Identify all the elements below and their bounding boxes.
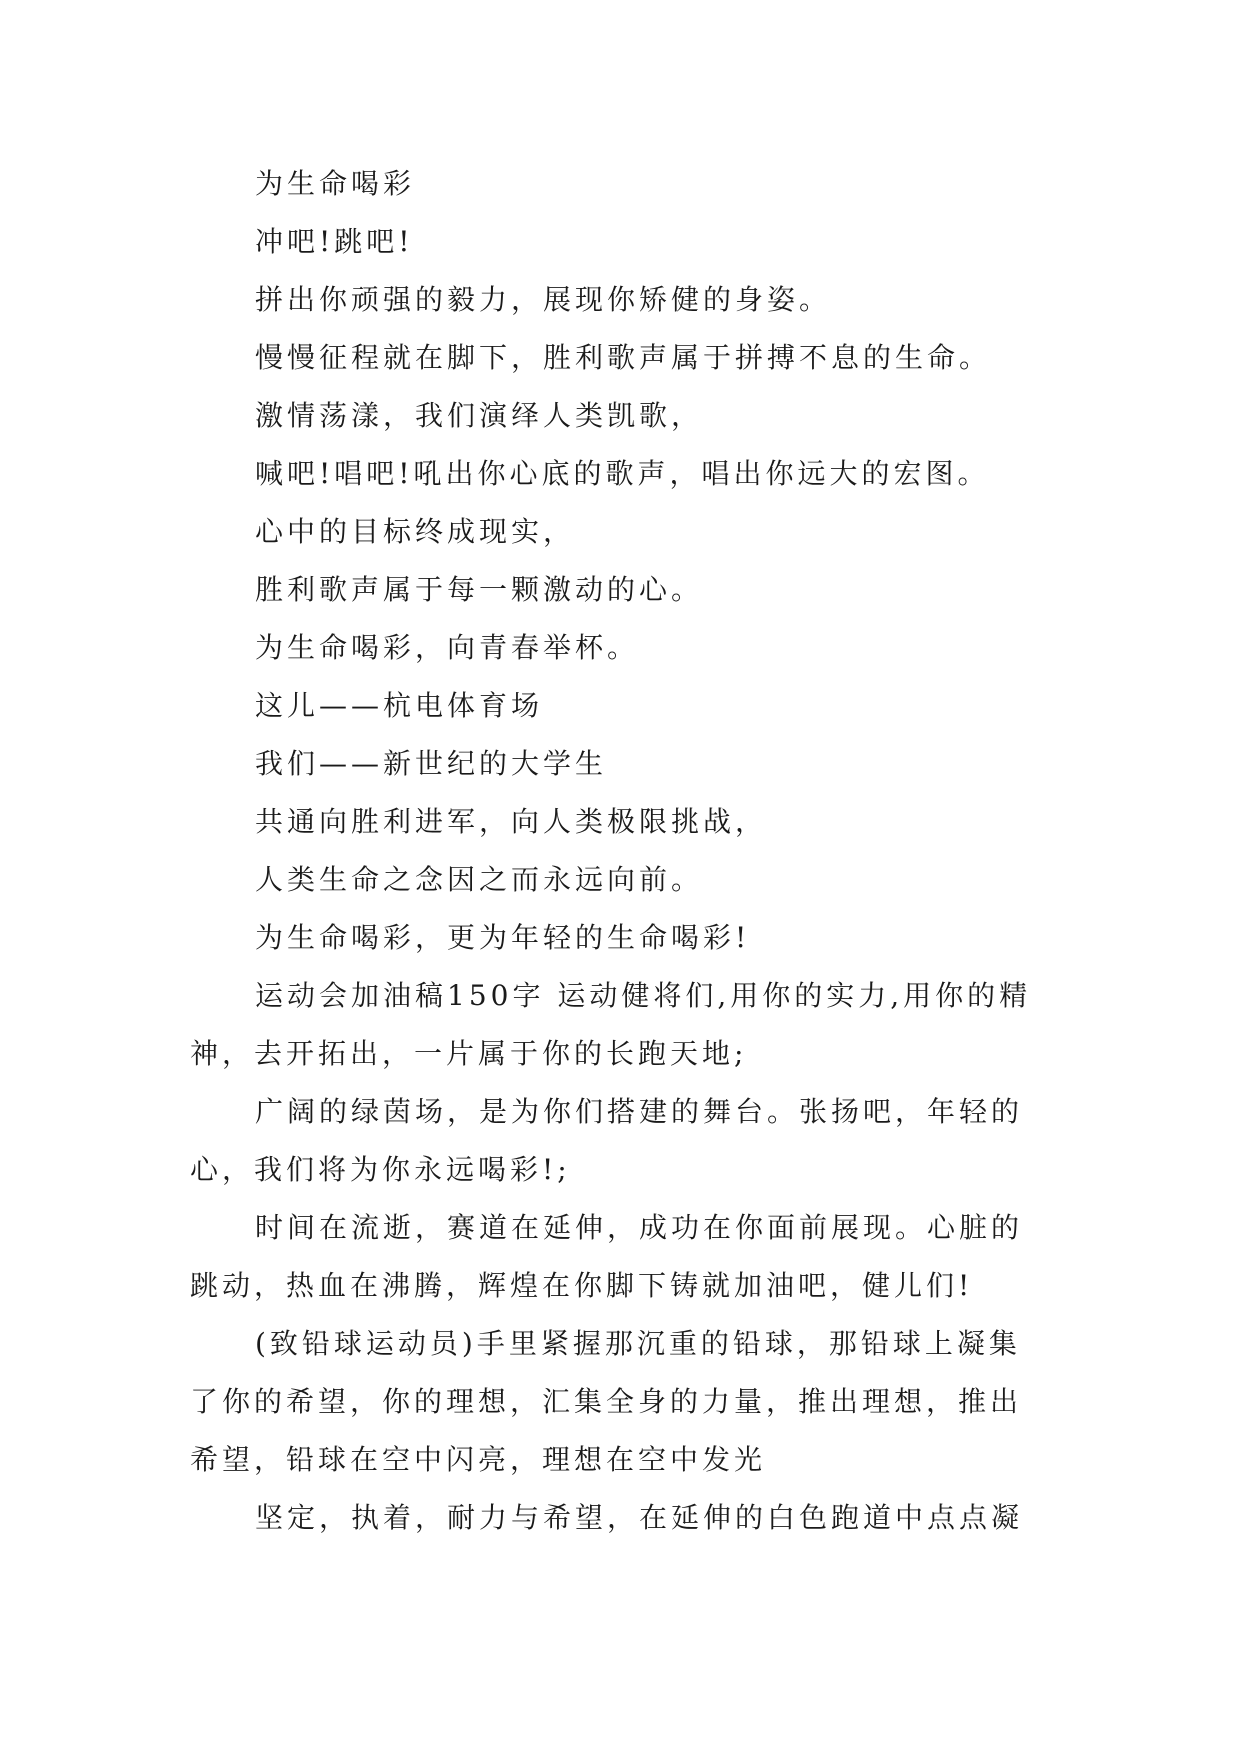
paragraph: 共通向胜利进军，向人类极限挑战， xyxy=(255,805,768,838)
paragraph: 喊吧!唱吧!吼出你心底的歌声，唱出你远大的宏图。 xyxy=(255,457,990,490)
paragraph: 广阔的绿茵场，是为你们搭建的舞台。张扬吧，年轻的心，我们将为你永远喝彩!; xyxy=(190,1095,1024,1186)
paragraph: 这儿——杭电体育场 xyxy=(255,689,544,722)
paragraph: 心中的目标终成现实， xyxy=(255,515,576,548)
paragraph: 运动会加油稿150字 运动健将们,用你的实力,用你的精神，去开拓出，一片属于你的长跑天地; xyxy=(190,979,1032,1070)
paragraph: 胜利歌声属于每一颗激动的心。 xyxy=(255,573,704,606)
paragraph: 拼出你顽强的毅力，展现你矫健的身姿。 xyxy=(255,283,832,316)
paragraph: (致铅球运动员)手里紧握那沉重的铅球，那铅球上凝集了你的希望，你的理想，汇集全身的力量，推出理想，推出希望，铅球在空中闪亮，理想在空中发光 xyxy=(190,1327,1023,1476)
paragraph: 为生命喝彩 xyxy=(255,167,416,200)
paragraph: 人类生命之念因之而永远向前。 xyxy=(255,863,704,896)
paragraph: 冲吧!跳吧! xyxy=(255,225,414,258)
paragraph: 慢慢征程就在脚下，胜利歌声属于拼搏不息的生命。 xyxy=(255,341,992,374)
paragraph: 时间在流逝，赛道在延伸，成功在你面前展现。心脏的跳动，热血在沸腾，辉煌在你脚下铸就加油吧，健儿们! xyxy=(190,1211,1024,1302)
document-page xyxy=(190,155,1050,1547)
paragraph: 我们——新世纪的大学生 xyxy=(255,747,608,780)
paragraph: 坚定，执着，耐力与希望，在延伸的白色跑道中点点凝 xyxy=(255,1501,1024,1534)
paragraph: 为生命喝彩，向青春举杯。 xyxy=(255,631,640,664)
paragraph: 激情荡漾，我们演绎人类凯歌， xyxy=(255,399,704,432)
paragraph: 为生命喝彩，更为年轻的生命喝彩! xyxy=(255,921,751,954)
